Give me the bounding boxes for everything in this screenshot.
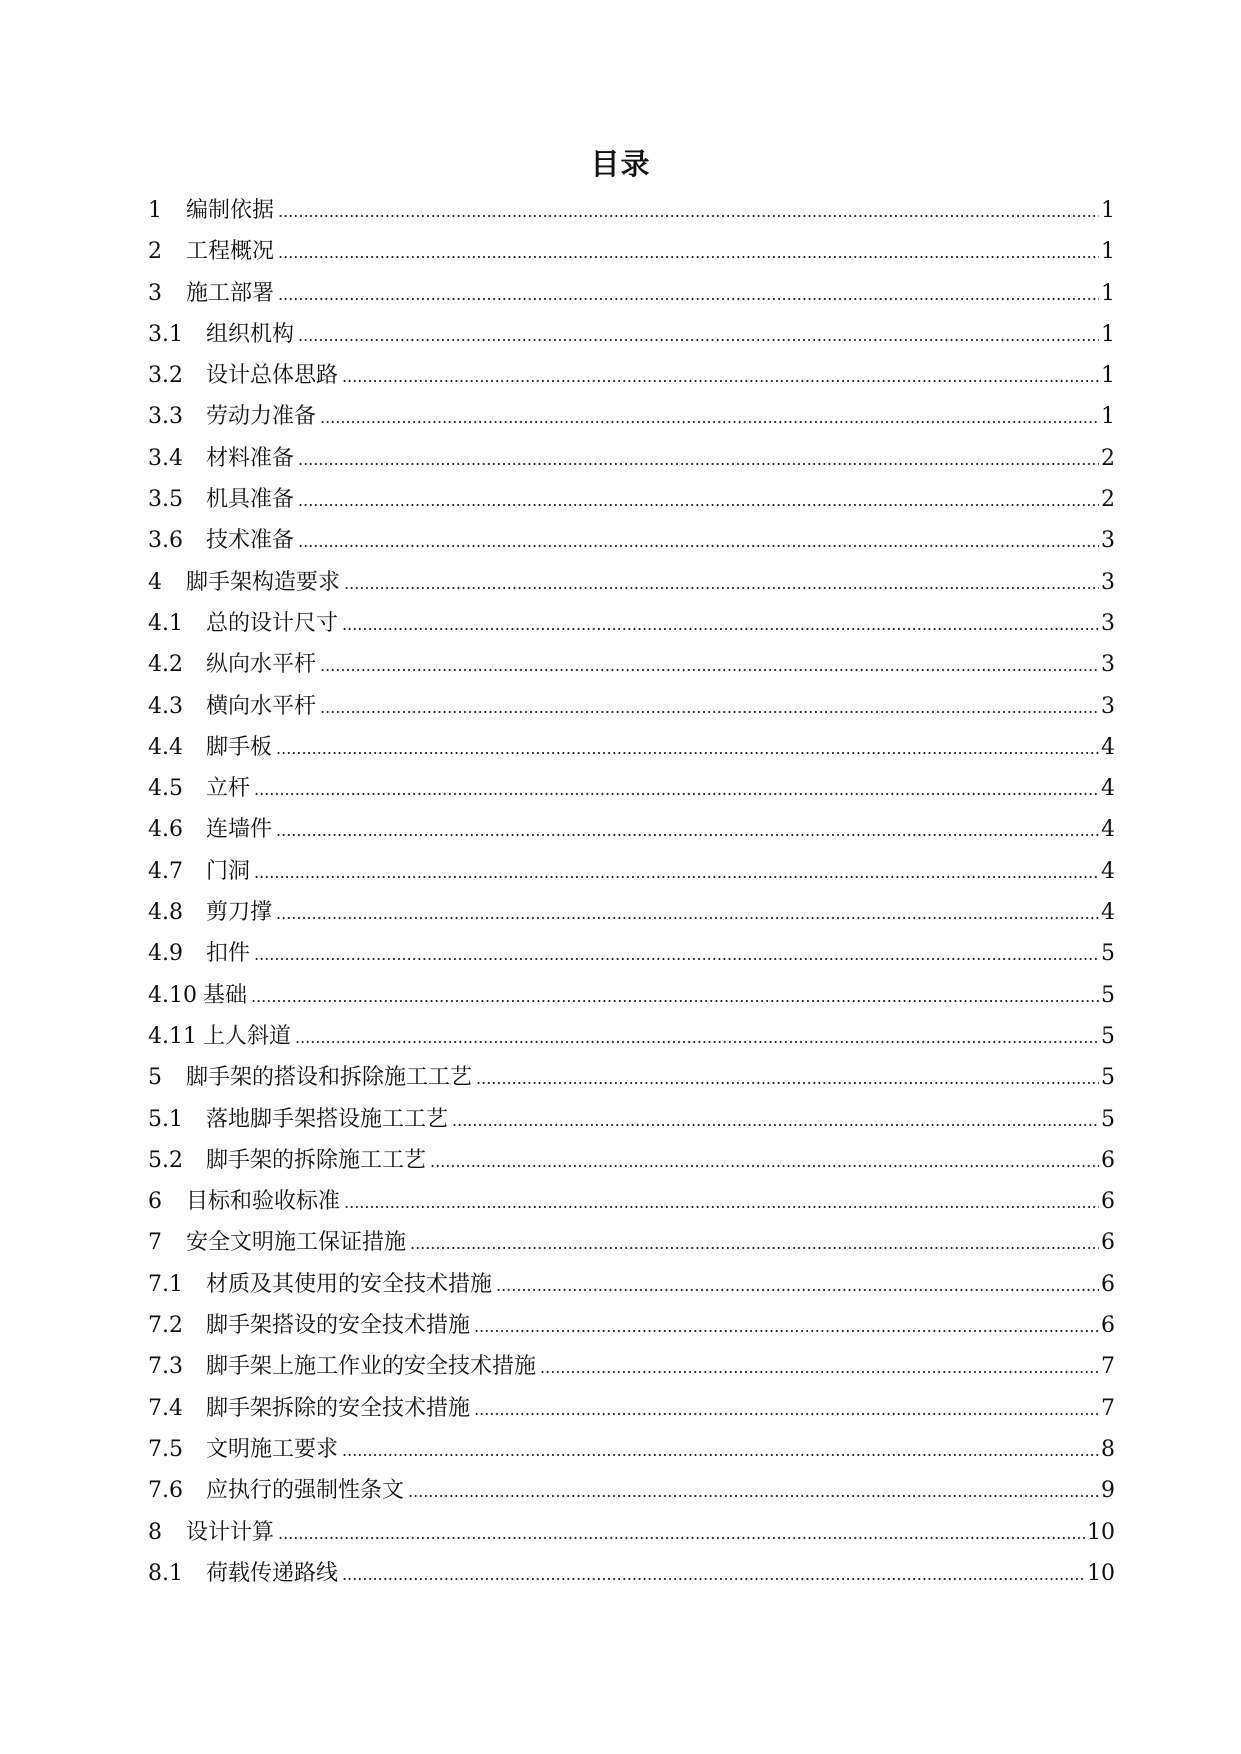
toc-entry[interactable] [148,562,1115,603]
toc-entry-number: 5 [148,1065,162,1091]
toc-entry-number: 6 [148,1189,162,1215]
toc-entry-number: 4.3 [148,693,183,719]
toc-entry[interactable] [148,1057,1115,1098]
toc-entry-number: 3 [148,280,162,306]
toc-dot-leader [320,687,1099,728]
toc-dot-leader [474,1306,1099,1347]
toc-entry[interactable] [148,1016,1115,1057]
toc-entry-title: 脚手架的拆除施工工艺 [206,1147,427,1173]
toc-entry[interactable] [148,892,1115,933]
toc-entry-title: 施工部署 [186,280,275,306]
toc-entry-number: 3.4 [148,445,183,471]
toc-dot-leader [344,1182,1099,1223]
toc-entry[interactable] [148,1264,1115,1305]
toc-entry-title: 纵向水平杆 [206,652,317,678]
toc-dot-leader [276,728,1099,769]
toc-entry-page-number: 2 [1101,487,1115,513]
toc-entry-number: 4 [148,569,162,595]
toc-entry-number: 3.5 [148,487,183,513]
toc-entry[interactable] [148,768,1115,809]
toc-entry-title: 安全文明施工保证措施 [186,1230,407,1256]
toc-entry-page-number: 4 [1101,817,1115,843]
toc-entry-title: 材料准备 [206,445,295,471]
toc-entry-page-number: 1 [1101,321,1115,347]
toc-entry[interactable] [148,231,1115,272]
toc-dot-leader [298,315,1099,356]
toc-dot-leader [476,1058,1099,1099]
toc-entry-page-number: 6 [1101,1147,1115,1173]
toc-entry[interactable] [148,190,1115,231]
toc-entry[interactable] [148,1181,1115,1222]
toc-dot-leader [540,1347,1099,1388]
toc-entry-title: 剪刀撑 [206,900,273,926]
toc-dot-leader [320,645,1099,686]
toc-entry-title: 材质及其使用的安全技术措施 [206,1271,493,1297]
toc-entry-title: 应执行的强制性条文 [206,1478,405,1504]
toc-entry-number: 7.5 [148,1436,183,1462]
toc-entry-page-number: 10 [1087,1519,1115,1545]
toc-entry-page-number: 3 [1101,693,1115,719]
toc-entry-page-number: 3 [1101,652,1115,678]
toc-entry-page-number: 5 [1101,1065,1115,1091]
toc-entry-title: 目标和验收标准 [186,1189,341,1215]
toc-dot-leader [254,934,1099,975]
toc-entry-number: 4.6 [148,817,183,843]
toc-entry-title: 脚手架上施工作业的安全技术措施 [206,1354,537,1380]
toc-entry-page-number: 3 [1101,528,1115,554]
toc-entry-page-number: 3 [1101,610,1115,636]
toc-entry-title: 落地脚手架搭设施工工艺 [206,1106,449,1132]
toc-entry[interactable] [148,520,1115,561]
toc-entry-page-number: 8 [1101,1436,1115,1462]
toc-entry[interactable] [148,851,1115,892]
toc-entry-page-number: 1 [1101,198,1115,223]
toc-entry-number: 1 [148,198,162,223]
toc-dot-leader [251,976,1099,1017]
toc-dot-leader [254,769,1099,810]
toc-dot-leader [342,604,1099,645]
toc-entry-page-number: 5 [1101,1106,1115,1132]
toc-entry-title: 劳动力准备 [206,404,317,430]
toc-entry[interactable] [148,1512,1115,1553]
toc-entry-number: 4.7 [148,858,183,884]
toc-dot-leader [496,1265,1099,1306]
toc-entry-title: 立杆 [206,776,251,802]
toc-entry-title: 连墙件 [206,817,273,843]
toc-entry[interactable] [148,809,1115,850]
toc-entry-number: 5.2 [148,1147,183,1173]
toc-dot-leader [410,1223,1099,1264]
toc-dot-leader [276,893,1099,934]
toc-dot-leader [452,1100,1099,1141]
toc-dot-leader [430,1141,1099,1182]
toc-entry[interactable] [148,438,1115,479]
toc-dot-leader [254,852,1099,893]
toc-dot-leader [298,521,1099,562]
toc-entry[interactable] [148,314,1115,355]
toc-entry[interactable] [148,933,1115,974]
toc-entry-title: 总的设计尺寸 [206,610,339,636]
toc-entry[interactable] [148,603,1115,644]
toc-entry-page-number: 5 [1101,982,1115,1008]
toc-entry-title: 脚手板 [206,734,273,760]
toc-entry-number: 7.4 [148,1395,183,1421]
toc-entry-title: 设计计算 [186,1519,275,1545]
toc-dot-leader [298,480,1099,521]
toc-entry[interactable] [148,1140,1115,1181]
toc-entry-number: 7.3 [148,1354,183,1380]
toc-dot-leader [278,274,1099,315]
toc-entry-number: 3.2 [148,363,183,389]
toc-entry-page-number: 1 [1101,363,1115,389]
toc-entry[interactable] [148,479,1115,520]
toc-entry[interactable] [148,1553,1115,1594]
toc-entry-number: 4.10 [148,982,197,1008]
toc-entry-page-number: 6 [1101,1271,1115,1297]
toc-entry-page-number: 2 [1101,445,1115,471]
toc-dot-leader [342,1554,1085,1595]
toc-entry-title: 文明施工要求 [206,1436,339,1462]
toc-entry-page-number: 1 [1101,239,1115,265]
toc-entry-page-number: 6 [1101,1313,1115,1339]
toc-entry-page-number: 7 [1101,1395,1115,1421]
toc-entry-title: 门洞 [206,858,251,884]
toc-entry-page-number: 6 [1101,1230,1115,1256]
toc-entry[interactable] [148,1222,1115,1263]
toc-entry[interactable] [148,975,1115,1016]
toc-entry-page-number: 10 [1087,1560,1115,1586]
toc-dot-leader [474,1389,1099,1430]
toc-entry-number: 3.3 [148,404,183,430]
toc-entry[interactable] [148,1429,1115,1470]
toc-entry-page-number: 1 [1101,280,1115,306]
toc-dot-leader [342,1430,1099,1471]
toc-entry-number: 7.2 [148,1313,183,1339]
toc-entry-page-number: 9 [1101,1478,1115,1504]
toc-entry[interactable] [148,355,1115,396]
toc-entry-title: 横向水平杆 [206,693,317,719]
toc-entry-title: 扣件 [206,941,251,967]
toc-entry-title: 技术准备 [206,528,295,554]
toc-entry-number: 8.1 [148,1560,183,1586]
toc-entry[interactable] [148,686,1115,727]
toc-entry-number: 4.4 [148,734,183,760]
toc-entry-number: 7.1 [148,1271,183,1297]
toc-entry-page-number: 3 [1101,569,1115,595]
toc-entry-number: 4.5 [148,776,183,802]
toc-dot-leader [320,397,1099,438]
toc-entry-number: 4.2 [148,652,183,678]
toc-entry-title: 荷载传递路线 [206,1560,339,1586]
toc-entry-title: 上人斜道 [202,1023,291,1049]
toc-entry[interactable] [148,273,1115,314]
toc-entry[interactable] [148,644,1115,685]
toc-dot-leader [295,1017,1099,1058]
toc-entry-title: 脚手架拆除的安全技术措施 [206,1395,471,1421]
toc-entry-title: 脚手架的搭设和拆除施工工艺 [186,1065,473,1091]
toc-entry-page-number: 7 [1101,1354,1115,1380]
toc-entry[interactable] [148,1388,1115,1429]
toc-entry-title: 机具准备 [206,487,295,513]
toc-dot-leader [276,810,1099,851]
toc-entry-title: 设计总体思路 [206,363,339,389]
toc-entry[interactable] [148,1346,1115,1387]
toc-entry-number: 4.11 [148,1023,197,1049]
toc-entry-number: 7.6 [148,1478,183,1504]
toc-entry-title: 基础 [202,982,247,1008]
toc-dot-leader [278,1513,1085,1554]
toc-entry-number: 3.6 [148,528,183,554]
toc-entry-number: 4.8 [148,900,183,926]
toc-title: 目录 [590,147,651,181]
toc-dot-leader [342,356,1099,397]
toc-dot-leader [298,439,1099,480]
toc-entry-number: 8 [148,1519,162,1545]
toc-entry-title: 脚手架构造要求 [186,569,341,595]
toc-entry[interactable] [148,1305,1115,1346]
toc-dot-leader [278,191,1099,232]
toc-entry-page-number: 1 [1101,404,1115,430]
toc-dot-leader [278,232,1099,273]
toc-entry-number: 3.1 [148,321,183,347]
toc-entry-title: 编制依据 [186,198,275,223]
toc-entry[interactable] [148,396,1115,437]
toc-entry-page-number: 4 [1101,858,1115,884]
toc-entry-title: 工程概况 [186,239,275,265]
toc-entry-number: 7 [148,1230,162,1256]
toc-entry-number: 4.9 [148,941,183,967]
toc-dot-leader [408,1471,1099,1512]
toc-entry-page-number: 4 [1101,734,1115,760]
toc-entry[interactable] [148,727,1115,768]
toc-entry[interactable] [148,1470,1115,1511]
toc-entry-number: 2 [148,239,162,265]
toc-entry-title: 组织机构 [206,321,295,347]
toc-entry-page-number: 5 [1101,1023,1115,1049]
toc-entry-number: 4.1 [148,610,183,636]
toc-dot-leader [344,563,1099,604]
toc-entry-number: 5.1 [148,1106,183,1132]
toc-entry-page-number: 4 [1101,776,1115,802]
toc-entry-page-number: 6 [1101,1189,1115,1215]
toc-entry-page-number: 5 [1101,941,1115,967]
toc-entry[interactable] [148,1099,1115,1140]
toc-list [148,190,1115,1594]
toc-entry-title: 脚手架搭设的安全技术措施 [206,1313,471,1339]
toc-entry-page-number: 4 [1101,900,1115,926]
